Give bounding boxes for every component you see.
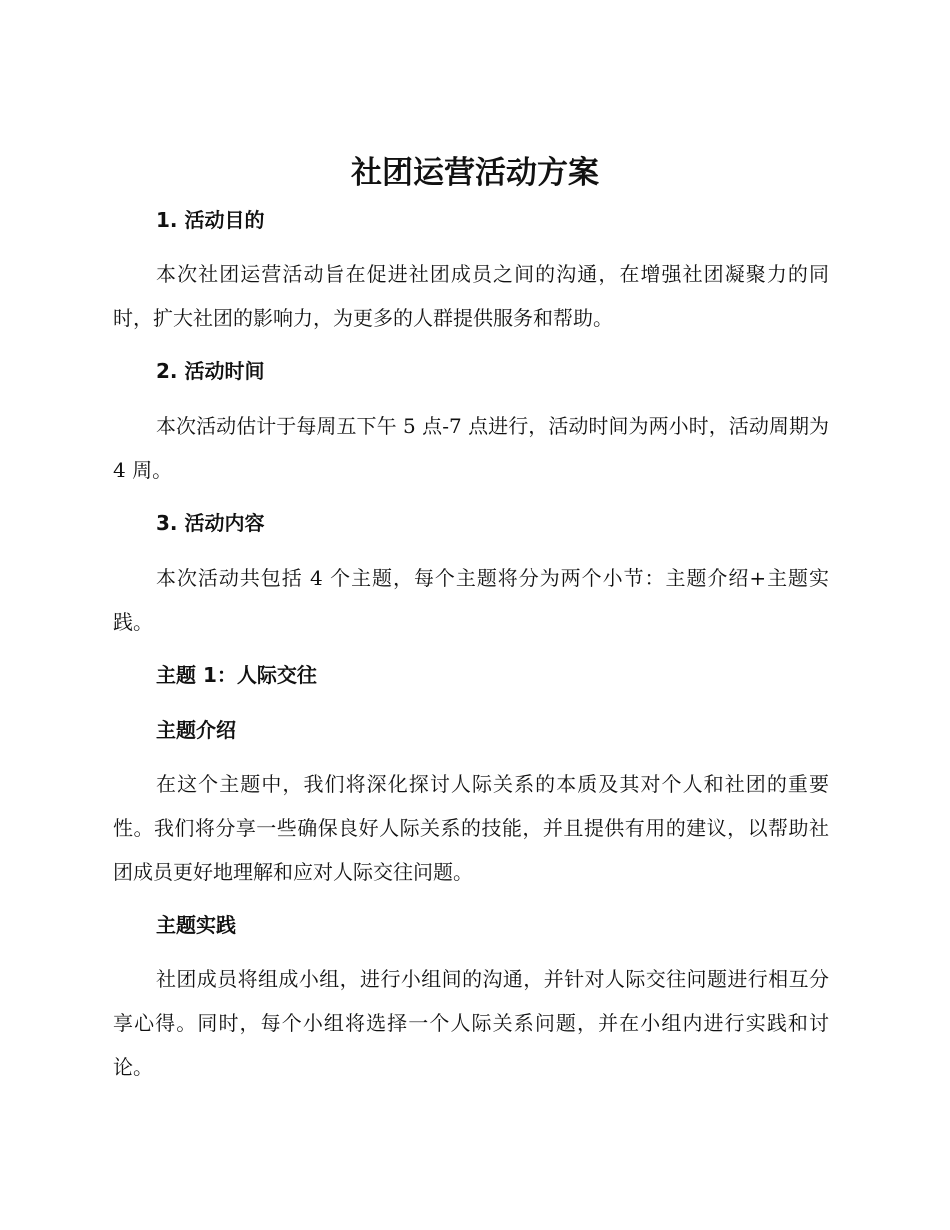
theme-intro-heading: 主题介绍 — [156, 718, 236, 742]
theme-practice-heading: 主题实践 — [156, 913, 236, 937]
theme-practice-paragraph: 社团成员将组成小组，进行小组间的沟通，并针对人际交往问题进行相互分享心得。同时，每个小组将选择一个人际关系问题，并在小组内进行实践和讨论。 — [113, 967, 829, 1079]
section-heading-purpose: 1. 活动目的 — [156, 208, 265, 232]
theme-heading: 主题 1：人际交往 — [156, 663, 317, 687]
theme-intro-paragraph: 在这个主题中，我们将深化探讨人际关系的本质及其对个人和社团的重要性。我们将分享一些确保良好人际关系的技能，并且提供有用的建议，以帮助社团成员更好地理解和应对人际交往问题。 — [113, 772, 829, 884]
section-paragraph-purpose: 本次社团运营活动旨在促进社团成员之间的沟通，在增强社团凝聚力的同时，扩大社团的影响力，为更多的人群提供服务和帮助。 — [113, 262, 829, 330]
document-title: 社团运营活动方案 — [351, 155, 599, 191]
section-heading-time: 2. 活动时间 — [156, 359, 265, 383]
section-paragraph-content: 本次活动共包括 4 个主题，每个主题将分为两个小节：主题介绍+主题实践。 — [113, 566, 829, 634]
section-paragraph-time: 本次活动估计于每周五下午 5 点-7 点进行，活动时间为两小时，活动周期为 4 周。 — [113, 414, 829, 482]
section-heading-content: 3. 活动内容 — [156, 511, 265, 535]
